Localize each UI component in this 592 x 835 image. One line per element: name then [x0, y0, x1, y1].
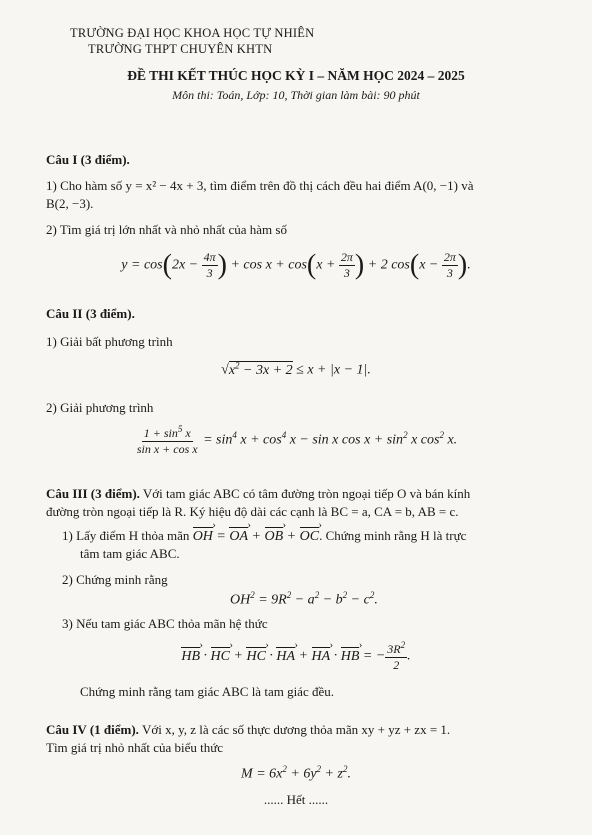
university-name: TRƯỜNG ĐẠI HỌC KHOA HỌC TỰ NHIÊN	[70, 26, 315, 40]
q4-intro-line2: Tìm giá trị nhỏ nhất của biểu thức	[46, 740, 224, 755]
q4-expression: $M = 6x^2 + 6y^2 + z^2$.	[241, 764, 351, 782]
q4-intro-text: Với x, y, z là các số thực dương thỏa mãn xy + yz + zx = 1.	[138, 722, 451, 737]
end-marker: ...... Hết ......	[263, 792, 329, 807]
q3-vector-relation: HB › · HC › + HC › · HA › + HA › · HB › = − $\frac{3R^2}{2}$ .	[0, 640, 592, 673]
q3-part3: 3) Nếu tam giác ABC thỏa mãn hệ thức	[62, 616, 268, 631]
q3-part2: 2) Chứng minh rằng	[62, 572, 168, 587]
q3-intro-line2: đường tròn ngoại tiếp là R. Ký hiệu độ dài các cạnh là BC = a, CA = b, AB = c.	[46, 504, 459, 519]
q1-formula: y = cos(2x − $\frac{4\pi}{3}$ ) + cos x + cos(x + $\frac{2\pi}{3}$ ) + 2 cos(x − $\frac{2\pi}{3}$ ).	[121, 249, 471, 281]
q2-part2: 2) Giải phương trình	[46, 400, 154, 415]
exam-subtitle: Môn thi: Toán, Lớp: 10, Thời gian làm bài: 90 phút	[172, 88, 420, 102]
q1-part1-line2: B(2, −3).	[46, 196, 94, 211]
question-1-heading: Câu I (3 điểm).	[46, 152, 130, 167]
exam-title: ĐỀ THI KẾT THÚC HỌC KỲ I – NĂM HỌC 2024 – 2025	[127, 68, 465, 83]
q1-part1-line1: 1) Cho hàm số y = x² − 4x + 3, tìm điểm trên đồ thị cách đều hai điểm A(0, −1) và	[46, 178, 474, 193]
question-3-heading: Câu III (3 điểm).	[46, 486, 140, 501]
q3-intro-text: Với tam giác ABC có tâm đường tròn ngoại tiếp O và bán kính	[139, 486, 471, 501]
q2-part1: 1) Giải bất phương trình	[46, 334, 173, 349]
q3-part1-line2: tâm tam giác ABC.	[80, 546, 180, 561]
q3-intro-line1	[46, 486, 470, 502]
q4-intro-line1	[46, 722, 450, 738]
q2-equation: $\frac{1 + \sin^5 x}{\text{sin x + cos x}}$ = $\sin^4 x + \cos^4 x - \sin x$ $\cos x + \sin^2 x$ $\cos^2 x$.	[136, 424, 458, 456]
school-name: TRƯỜNG THPT CHUYÊN KHTN	[88, 42, 273, 56]
q2-inequality: $√x^2 - 3x + 2 \le x + |x - 1|$.	[221, 360, 371, 378]
question-2-heading: Câu II (3 điểm).	[46, 306, 135, 321]
q3-identity: $OH^2 = 9R^2 - a^2 - b^2 - c^2$.	[230, 590, 378, 608]
q3-conclusion: Chứng minh rằng tam giác ABC là tam giác đều.	[80, 684, 334, 699]
question-4-heading: Câu IV (1 điểm).	[46, 722, 139, 737]
q1-part2: 2) Tìm giá trị lớn nhất và nhỏ nhất của hàm số	[46, 222, 287, 237]
q3-part1-line1: 1) Lấy điểm H thỏa mãn OH › = OA › + OB › + OC ›. Chứng minh rằng H là trực	[62, 528, 466, 545]
